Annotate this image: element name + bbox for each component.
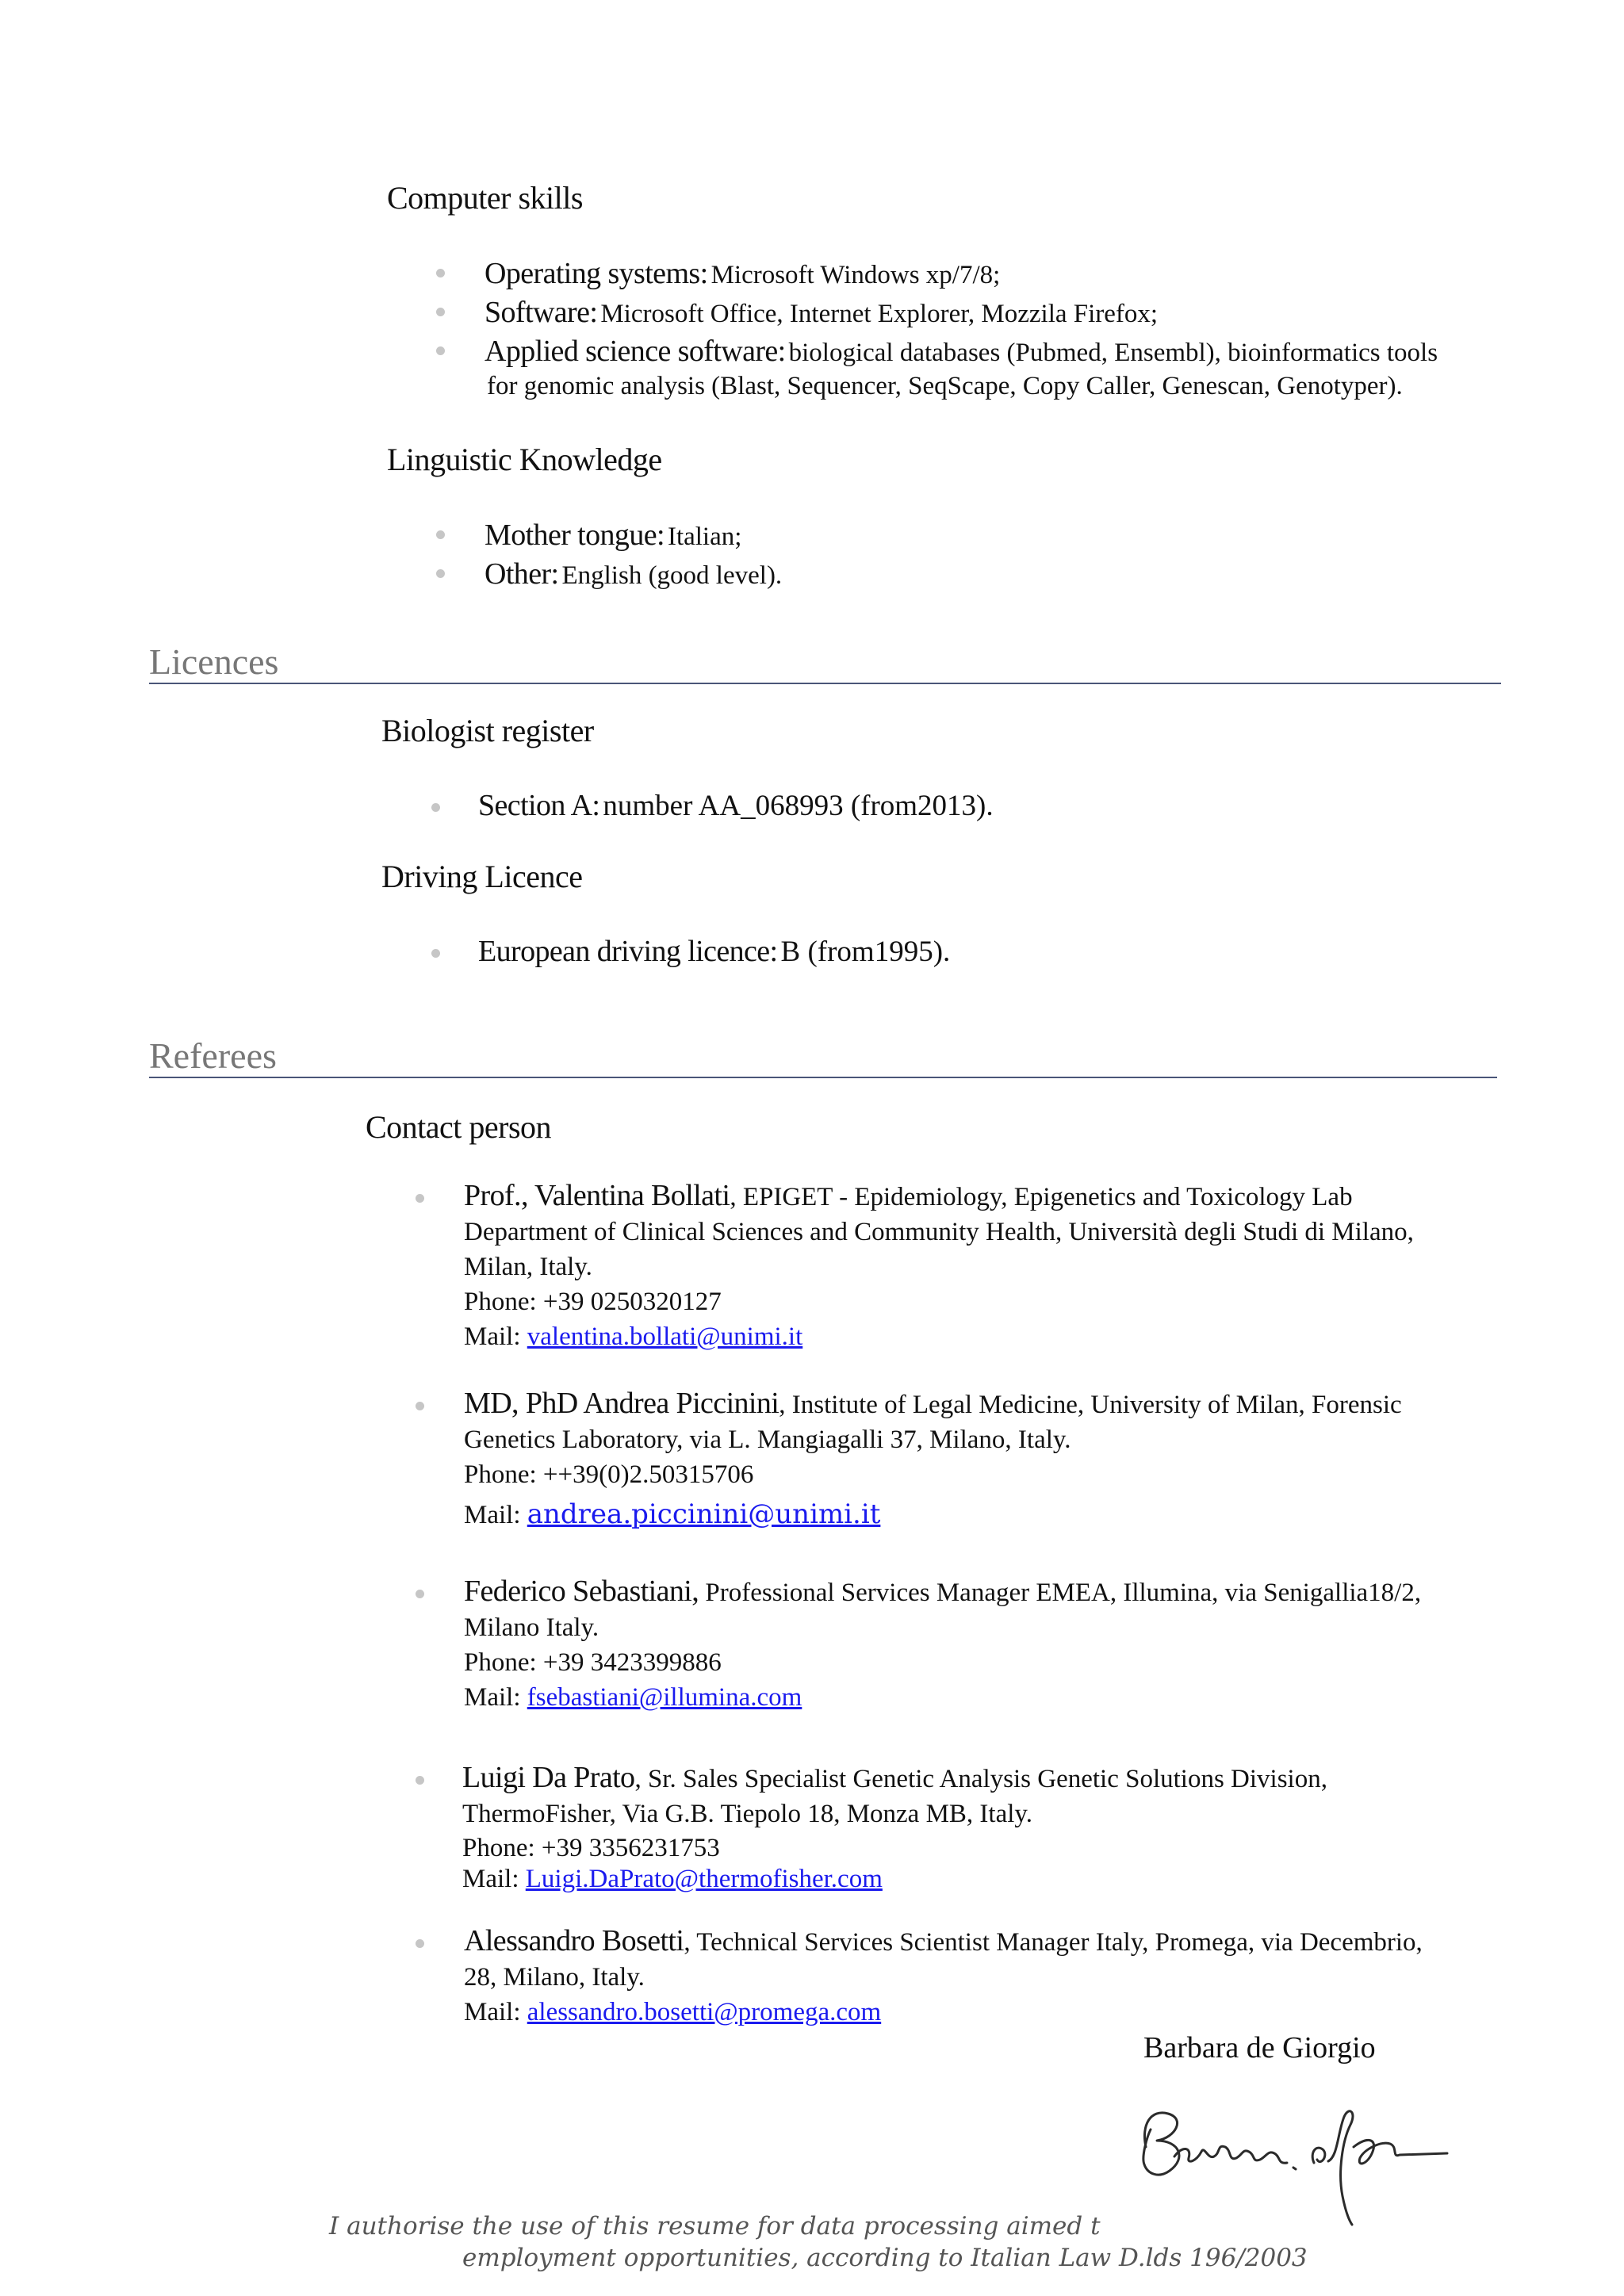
referee-line: Milano Italy.: [464, 1613, 599, 1642]
item-text: Italian;: [667, 522, 742, 551]
referee-email-link[interactable]: valentina.bollati@unimi.it: [527, 1322, 803, 1351]
item-label: European driving licence:: [478, 935, 778, 968]
bullet-dot: [431, 803, 440, 812]
referee-name: MD, PhD Andrea Piccinini: [464, 1387, 779, 1420]
referee-email-link[interactable]: fsebastiani@illumina.com: [527, 1683, 802, 1712]
referee-phone: Phone: ++39(0)2.50315706: [464, 1460, 754, 1489]
referee-line: Genetics Laboratory, via L. Mangiagalli 37, Milano, Italy.: [464, 1425, 1071, 1454]
contact-person-heading: Contact person: [366, 1109, 552, 1145]
mail-label: Mail:: [464, 1322, 527, 1351]
list-item: [485, 518, 741, 553]
referee-name: Federico Sebastiani,: [464, 1575, 699, 1608]
referee-line: [464, 1386, 1473, 1422]
bullet-dot: [436, 308, 445, 316]
bullet-dot: [416, 1590, 424, 1598]
bullet-dot: [436, 530, 445, 539]
referee-line: ThermoFisher, Via G.B. Tiepolo 18, Monza MB, Italy.: [462, 1800, 1033, 1828]
mail-label: Mail:: [462, 1865, 526, 1893]
item-text: biological databases (Pubmed, Ensembl), bioinformatics tools: [788, 339, 1438, 367]
referee-line: [464, 1178, 1473, 1215]
referee-mail-line: [462, 1865, 1473, 1893]
section-title-licences: Licences: [149, 641, 279, 682]
referee-detail: , Sr. Sales Specialist Genetic Analysis Genetic Solutions Division,: [634, 1765, 1327, 1793]
referee-entry: [464, 1386, 1473, 1537]
list-item: [485, 334, 1438, 369]
footer-consent-line-2: employment opportunities, according to Italian Law D.lds 196/2003: [462, 2244, 1308, 2272]
handwritten-signature: [1130, 2085, 1463, 2228]
item-text: English (good level).: [561, 561, 783, 590]
referee-email-link[interactable]: alessandro.bosetti@promega.com: [527, 1998, 882, 2026]
bullet-dot: [416, 1776, 424, 1785]
list-item: [478, 934, 950, 969]
referee-line: Department of Clinical Sciences and Community Health, Università degli Studi di Milano,: [464, 1218, 1414, 1246]
referee-mail-line: [464, 1680, 1473, 1715]
bullet-dot: [416, 1939, 424, 1948]
footer-consent-line-1: I authorise the use of this resume for data processing aimed t: [329, 2212, 1101, 2241]
section-divider: [149, 683, 1501, 684]
referee-entry: [464, 1178, 1473, 1354]
bullet-dot: [436, 346, 445, 355]
list-item: [485, 557, 782, 591]
bullet-dot: [416, 1402, 424, 1410]
referee-name: Prof., Valentina Bollati: [464, 1179, 730, 1212]
referee-line: [464, 1574, 1473, 1610]
mail-label: Mail:: [464, 1683, 527, 1712]
referee-detail: Professional Services Manager EMEA, Illumina, via Senigallia18/2,: [699, 1578, 1422, 1607]
item-label: Operating systems:: [485, 257, 708, 290]
referee-entry: [462, 1760, 1473, 1893]
item-text: Microsoft Office, Internet Explorer, Mozzila Firefox;: [600, 300, 1159, 328]
bullet-dot: [436, 569, 445, 578]
item-label: Software:: [485, 296, 598, 329]
referee-mail-line: [464, 1995, 1473, 2030]
item-label: Mother tongue:: [485, 519, 665, 552]
referee-line: Milan, Italy.: [464, 1253, 592, 1281]
referee-line: 28, Milano, Italy.: [464, 1963, 645, 1992]
referee-email-link[interactable]: andrea.piccinini@unimi.it: [527, 1498, 881, 1530]
biologist-register-heading: Biologist register: [381, 713, 594, 748]
referee-line: [462, 1760, 1473, 1797]
linguistic-heading: Linguistic Knowledge: [387, 442, 662, 477]
mail-label: Mail:: [464, 1501, 527, 1529]
computer-skills-heading: Computer skills: [387, 180, 583, 216]
referee-phone: Phone: +39 0250320127: [464, 1288, 722, 1316]
referee-detail: , Institute of Legal Medicine, University of Milan, Forensic: [779, 1391, 1402, 1419]
referee-name: Alessandro Bosetti: [464, 1924, 684, 1957]
referee-entry: [464, 1574, 1473, 1715]
driving-licence-heading: Driving Licence: [381, 859, 583, 894]
referee-phone: Phone: +39 3423399886: [464, 1648, 722, 1677]
item-label: Applied science software:: [485, 335, 786, 368]
list-item: [485, 295, 1158, 330]
bullet-dot: [436, 269, 445, 277]
signatory-name: Barbara de Giorgio: [1143, 2031, 1376, 2064]
item-text: B (from1995).: [780, 936, 951, 968]
referee-mail-line: [464, 1319, 1473, 1354]
bullet-dot: [416, 1194, 424, 1203]
bullet-dot: [431, 949, 440, 958]
referee-email-link[interactable]: Luigi.DaPrato@thermofisher.com: [525, 1865, 883, 1893]
referee-mail-line: [464, 1492, 1473, 1537]
referee-phone: Phone: +39 3356231753: [462, 1834, 720, 1862]
item-text: Microsoft Windows xp/7/8;: [710, 261, 1001, 289]
item-label: Section A:: [478, 789, 600, 822]
referee-name: Luigi Da Prato: [462, 1761, 635, 1794]
item-text: number AA_068993 (from2013).: [603, 790, 994, 822]
mail-label: Mail:: [464, 1998, 527, 2026]
section-divider: [149, 1077, 1497, 1078]
list-item: [478, 788, 994, 823]
section-title-referees: Referees: [149, 1035, 277, 1076]
item-text-continued: for genomic analysis (Blast, Sequencer, SeqScape, Copy Caller, Genescan, Genotyper).: [487, 372, 1403, 400]
referee-line: [464, 1923, 1473, 1960]
item-label: Other:: [485, 557, 559, 591]
list-item: [485, 256, 1000, 291]
referee-detail: , Technical Services Scientist Manager Italy, Promega, via Decembrio,: [684, 1928, 1423, 1957]
referee-detail: , EPIGET - Epidemiology, Epigenetics and Toxicology Lab: [730, 1183, 1353, 1211]
referee-entry: [464, 1923, 1473, 2030]
